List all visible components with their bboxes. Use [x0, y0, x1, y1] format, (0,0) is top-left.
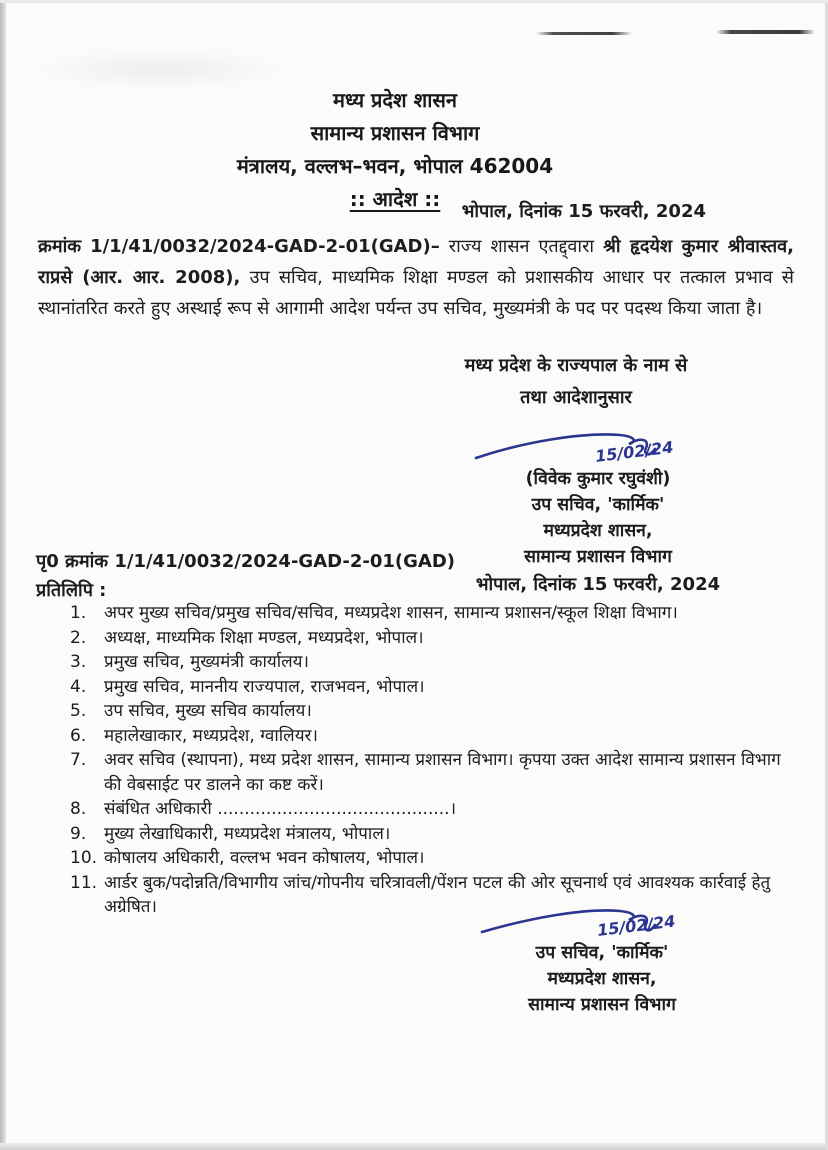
list-item-number: 7.	[70, 750, 87, 770]
list-item-text: प्रमुख सचिव, मुख्यमंत्री कार्यालय।	[104, 652, 309, 672]
list-item-text: उप सचिव, मुख्य सचिव कार्यालय।	[104, 701, 312, 721]
list-item	[70, 699, 796, 724]
page-edge-top	[0, 0, 828, 3]
issue-place-date: भोपाल, दिनांक 15 फरवरी, 2024	[461, 201, 706, 222]
authority-line-2: तथा आदेशानुसार	[520, 387, 632, 408]
copy-to-label: प्रतिलिपि :	[36, 580, 107, 601]
list-item	[70, 650, 796, 675]
list-item-number: 3.	[70, 652, 87, 672]
scan-artifact-line-2	[716, 30, 814, 34]
list-item	[70, 797, 796, 822]
signature-icon	[468, 420, 728, 472]
endorsement-number: पृ0 क्रमांक 1/1/41/0032/2024-GAD-2-01(GAD)	[36, 551, 456, 572]
list-item-text: कोषालय अधिकारी, वल्लभ भवन कोषालय, भोपाल।	[104, 848, 425, 868]
list-item	[70, 748, 796, 797]
order-text-rest: उप सचिव, माध्यमिक शिक्षा मण्डल को प्रशासकीय आधार पर तत्काल प्रभाव से स्थानांतरित करते हुए अस्थाई रूप से आगामी आदेश पर्यन्त उप सचिव, मुख्यमंत्री के पद पर पदस्थ किया जाता है।	[38, 267, 794, 319]
list-item	[70, 822, 796, 847]
page-edge-bottom	[0, 1143, 828, 1150]
signatory-dept-2: सामान्य प्रशासन विभाग	[528, 995, 676, 1015]
list-item-text: आर्डर बुक/पदोन्नति/विभागीय जांच/गोपनीय चरित्रावली/पेंशन पटल की ओर सूचनार्थ एवं आवश्यक कार्रवाई हेतु अग्रेषित।	[104, 872, 771, 917]
address-line: मंत्रालय, वल्लभ–भवन, भोपाल 462004	[236, 154, 554, 178]
signature-icon	[472, 896, 732, 946]
order-title: :: आदेश ::	[349, 187, 441, 211]
department-name: सामान्य प्रशासन विभाग	[310, 121, 480, 145]
list-item-number: 1.	[70, 603, 87, 623]
list-item-number: 6.	[70, 725, 87, 746]
signature-date-1: 15/02/24	[594, 437, 675, 466]
signatory-designation-1: उप सचिव, 'कार्मिक'	[531, 495, 665, 515]
list-item-number: 9.	[70, 823, 87, 844]
signatory-name: (विवेक कुमार रघुवंशी)	[525, 469, 671, 489]
signature-block-2	[452, 896, 752, 1018]
signature-block-1	[448, 420, 748, 598]
order-number: 1/1/41/0032/2024-GAD-2-01(GAD)–	[90, 236, 440, 257]
signature-date-2: 15/02/24	[596, 911, 677, 940]
list-item-number: 8.	[70, 799, 87, 819]
order-text-intro: राज्य शासन एतद्द्वारा	[448, 236, 595, 257]
list-item-text: महालेखाकार, मध्यप्रदेश, ग्वालियर।	[104, 725, 318, 746]
list-item	[70, 724, 796, 749]
list-item-text: संबंधित अधिकारी ...........................................।	[104, 799, 457, 819]
list-item-text: अपर मुख्य सचिव/प्रमुख सचिव/सचिव, मध्यप्रदेश शासन, सामान्य प्रशासन/स्कूल शिक्षा विभाग।	[104, 603, 678, 623]
list-item-text: अवर सचिव (स्थापना), मध्य प्रदेश शासन, सामान्य प्रशासन विभाग। कृपया उक्त आदेश सामान्य प्रशासन विभाग की वेबसाईट पर डालने का कष्ट करें।	[104, 750, 781, 795]
list-item-text: मुख्य लेखाधिकारी, मध्यप्रदेश मंत्रालय, भोपाल।	[104, 823, 391, 844]
list-item-number: 4.	[70, 676, 87, 697]
distribution-list	[70, 601, 796, 920]
order-number-label: क्रमांक	[38, 236, 82, 257]
list-item-text: प्रमुख सचिव, माननीय राज्यपाल, राजभवन, भोपाल।	[104, 676, 425, 697]
list-item-number: 5.	[70, 701, 87, 721]
signatory-dept-1: सामान्य प्रशासन विभाग	[524, 547, 672, 567]
list-item	[70, 626, 796, 651]
signatory-govt-2: मध्यप्रदेश शासन,	[547, 969, 657, 989]
government-name: मध्य प्रदेश शासन	[332, 88, 457, 112]
authority-line-1: मध्य प्रदेश के राज्यपाल के नाम से	[464, 355, 688, 376]
list-item-number: 11.	[70, 872, 98, 893]
signatory-govt-1: मध्यप्रदेश शासन,	[543, 521, 653, 541]
list-item	[70, 601, 796, 626]
authority-block	[428, 350, 724, 414]
list-item-text: अध्यक्ष, माध्यमिक शिक्षा मण्डल, मध्यप्रदेश, भोपाल।	[104, 627, 424, 648]
order-body-paragraph	[38, 231, 794, 324]
list-item	[70, 846, 796, 871]
signature-place-date: भोपाल, दिनांक 15 फरवरी, 2024	[475, 574, 721, 595]
list-item-number: 10.	[70, 848, 98, 868]
document-header	[0, 84, 790, 216]
list-item	[70, 675, 796, 700]
signatory-designation-2: उप सचिव, 'कार्मिक'	[535, 943, 669, 963]
scan-artifact-line-1	[536, 32, 632, 35]
officer-name: श्री हृदयेश कुमार श्रीवास्तव, राप्रसे (आर. आर. 2008),	[38, 236, 794, 288]
list-item-number: 2.	[70, 627, 87, 648]
